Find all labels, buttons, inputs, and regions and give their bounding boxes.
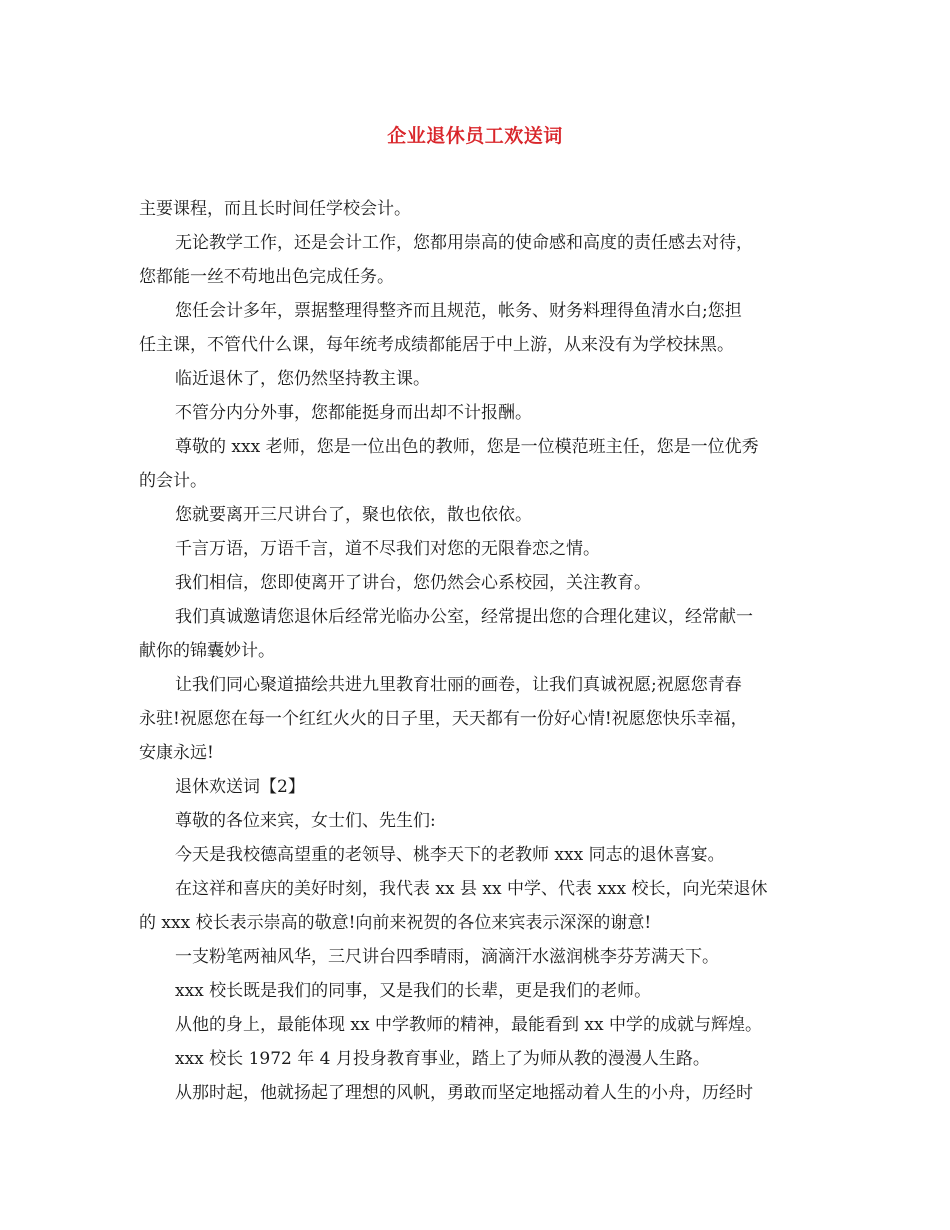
text-line: 主要课程，而且长时间任学校会计。 bbox=[139, 199, 411, 219]
text-line: 千言万语，万语千言，道不尽我们对您的无限眷恋之情。 bbox=[175, 539, 600, 559]
text-line: 献你的锦囊妙计。 bbox=[139, 641, 275, 661]
text-line: 从他的身上，最能体现 xx 中学教师的精神，最能看到 xx 中学的成就与辉煌。 bbox=[175, 1015, 762, 1035]
text-line: 在这祥和喜庆的美好时刻，我代表 xx 县 xx 中学、代表 xxx 校长，向光荣退休 bbox=[175, 879, 768, 899]
text-line: xxx 校长既是我们的同事，又是我们的长辈，更是我们的老师。 bbox=[175, 981, 652, 1001]
text-line: 永驻!祝愿您在每一个红红火火的日子里，天天都有一份好心情!祝愿您快乐幸福， bbox=[139, 709, 748, 729]
text-line: 我们相信，您即使离开了讲台，您仍然会心系校园，关注教育。 bbox=[175, 573, 651, 593]
text-line: 从那时起，他就扬起了理想的风帆，勇敢而坚定地摇动着人生的小舟，历经时 bbox=[175, 1083, 753, 1103]
text-line: 我们真诚邀请您退休后经常光临办公室，经常提出您的合理化建议，经常献一 bbox=[175, 607, 753, 627]
text-line: 尊敬的各位来宾，女士们、先生们: bbox=[175, 811, 436, 831]
text-line: 的 xxx 校长表示崇高的敬意!向前来祝贺的各位来宾表示深深的谢意! bbox=[139, 913, 652, 933]
text-line: 尊敬的 xxx 老师，您是一位出色的教师，您是一位模范班主任，您是一位优秀 bbox=[175, 437, 759, 457]
text-line: 的会计。 bbox=[139, 471, 207, 491]
text-line: 不管分内分外事，您都能挺身而出却不计报酬。 bbox=[175, 403, 532, 423]
document-title: 企业退休员工欢送词 bbox=[387, 125, 563, 147]
text-line: 临近退休了，您仍然坚持教主课。 bbox=[175, 369, 430, 389]
text-line: 您都能一丝不苟地出色完成任务。 bbox=[139, 267, 394, 287]
text-line: xxx 校长 1972 年 4 月投身教育事业，踏上了为师从教的漫漫人生路。 bbox=[175, 1049, 710, 1069]
text-line: 让我们同心聚道描绘共进九里教育壮丽的画卷，让我们真诚祝愿;祝愿您青春 bbox=[175, 675, 742, 695]
document-body bbox=[139, 192, 816, 1110]
text-line: 退休欢送词【2】 bbox=[175, 777, 305, 797]
text-line: 一支粉笔两袖风华，三尺讲台四季晴雨，滴滴汗水滋润桃李芬芳满天下。 bbox=[175, 947, 719, 967]
text-line: 无论教学工作，还是会计工作，您都用崇高的使命感和高度的责任感去对待， bbox=[175, 233, 753, 253]
text-line: 安康永远! bbox=[139, 743, 214, 763]
text-line: 今天是我校德高望重的老领导、桃李天下的老教师 xxx 同志的退休喜宴。 bbox=[175, 845, 725, 865]
text-line: 您就要离开三尺讲台了，聚也依依，散也依依。 bbox=[175, 505, 532, 525]
text-line: 任主课，不管代什么课，每年统考成绩都能居于中上游，从来没有为学校抹黑。 bbox=[139, 335, 734, 355]
text-line: 您任会计多年，票据整理得整齐而且规范，帐务、财务料理得鱼清水白;您担 bbox=[175, 301, 742, 321]
